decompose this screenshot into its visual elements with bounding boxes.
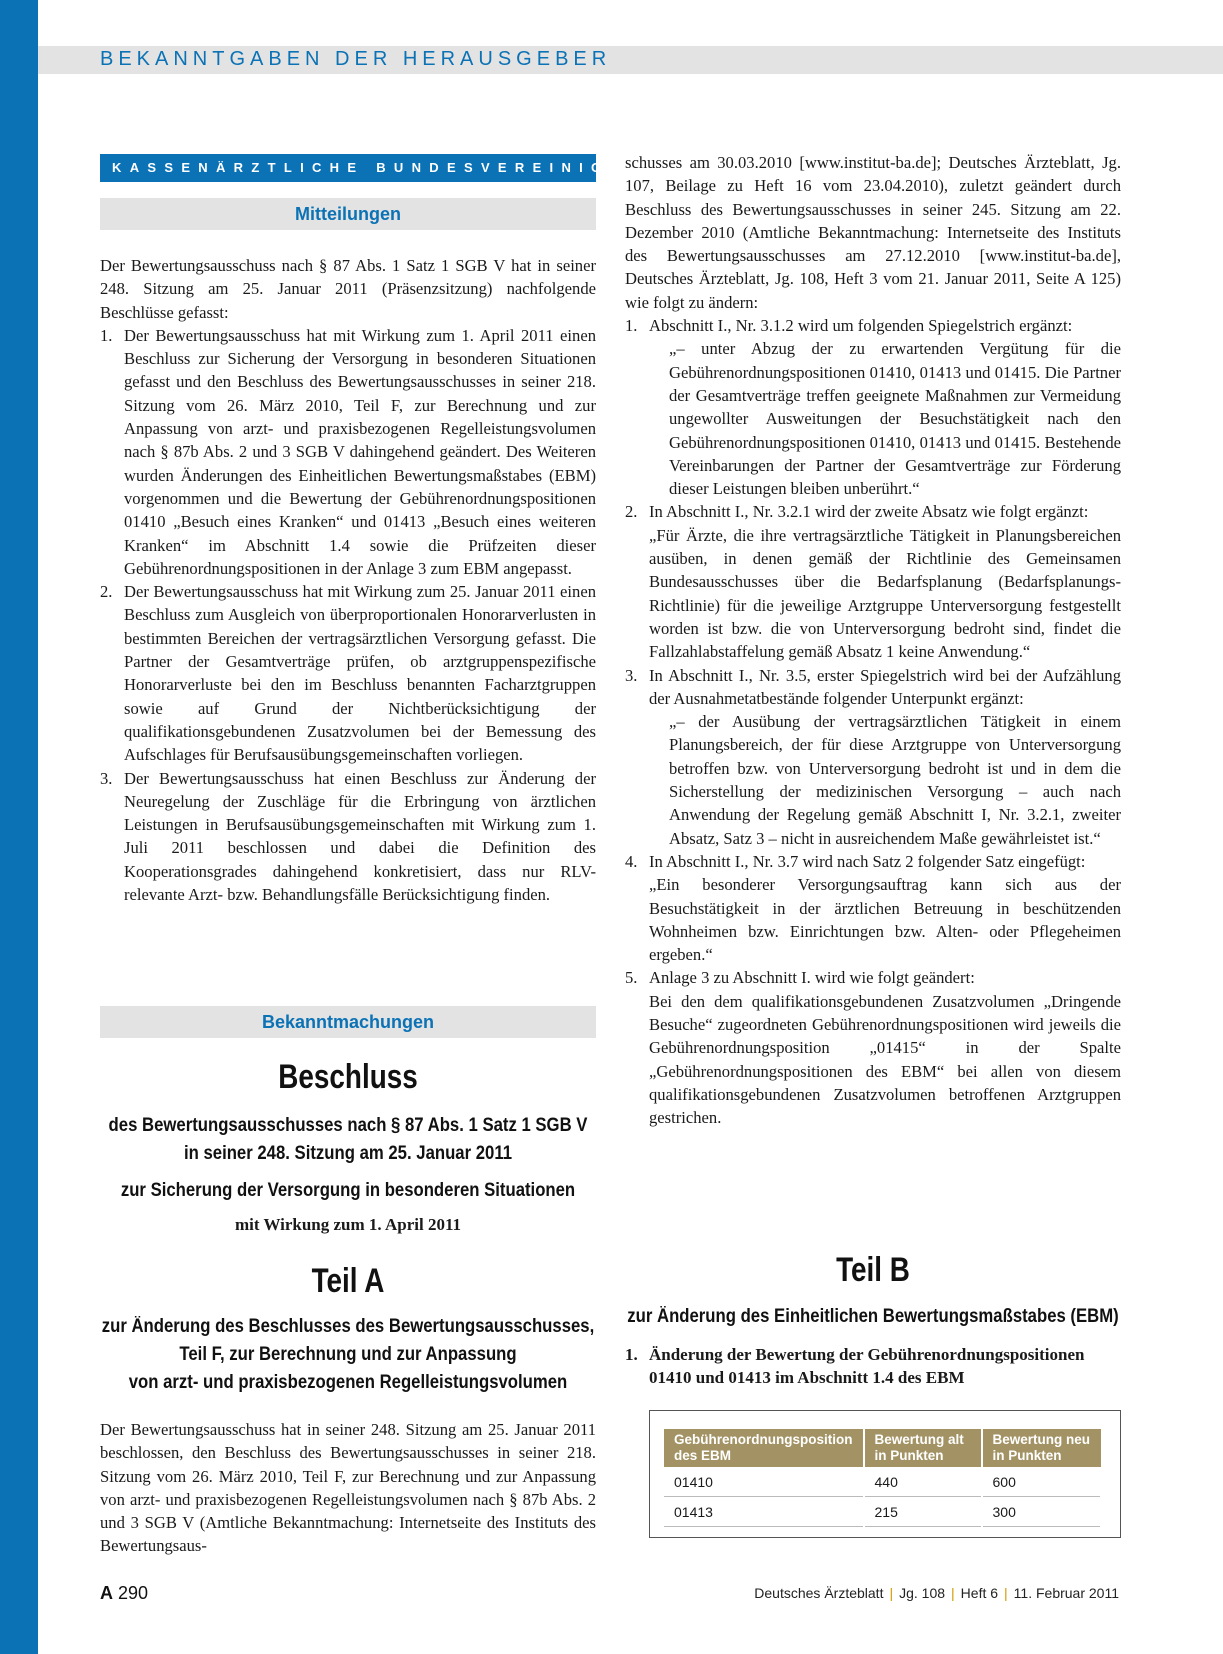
page-number-value: 290 bbox=[118, 1583, 149, 1603]
table-cell: 600 bbox=[982, 1467, 1102, 1497]
journal-volume: Jg. 108 bbox=[899, 1585, 946, 1601]
table-header-cell: Bewertung alt in Punkten bbox=[864, 1429, 982, 1467]
page-number bbox=[100, 1583, 148, 1604]
beschluss-subtitle-2: in seiner 248. Sitzung am 25. Januar 2011 bbox=[183, 1143, 513, 1164]
teil-b-item-text: Änderung der Bewertung der Gebührenordnungspositionen 01410 und 01413 im Abschnitt 1.4 des EBM bbox=[649, 1345, 1085, 1387]
teil-a-title: Teil A bbox=[311, 1262, 385, 1300]
table-cell: 440 bbox=[864, 1467, 982, 1497]
list-item: 5. Anlage 3 zu Abschnitt I. wird wie folgt geändert: Bei den dem qualifikationsgebundenen Zusatzvolumen „Dringende Besuche“ zugeordneten Gebührenordnungspositionen wird jeweils die Gebührenordnungsposition „01415“ in der Spalte „Gebührenordnungspositionen des EBM“ bei allen von diesem qualifikationsgebundenen Zusatzvolumen betroffenen Arztgruppen gestrichen. bbox=[625, 966, 1121, 1129]
teil-b-item-number: 1. bbox=[625, 1345, 638, 1364]
list-item: 2. Der Bewertungsausschuss hat mit Wirkung zum 25. Januar 2011 einen Beschluss zum Ausgleich von überproportionalen Honorarverlusten in bestimmten Bereichen der vertragsärztlichen Versorgung gefasst. Die Partner der Gesamtverträge prüfen, ob arztgruppenspezifische Honorarverluste bei den im Beschluss benannten Facharztgruppen sowie auf Grund der Nichtberücksichtigung der qualifikationsgebundenen Zusatzvolumen bei der Bemessung des Aufschlages für Berufsausübungsgemeinschaften vorliegen. bbox=[100, 582, 596, 765]
list-item: 4. In Abschnitt I., Nr. 3.7 wird nach Satz 2 folgender Satz eingefügt: „Ein besonderer Versorgungsauftrag kann sich aus der Besuchstätigkeit in der ärztlichen Betreuung in beschützenden Wohnheimen bzw. Einrichtungen bzw. Alten- oder Pflegeheimen ergeben.“ bbox=[625, 850, 1121, 966]
beschluss-effective-date: mit Wirkung zum 1. April 2011 bbox=[234, 1215, 462, 1234]
teil-b-item-1 bbox=[625, 1343, 1121, 1389]
right-column-body bbox=[625, 151, 1121, 1129]
journal-date: 11. Februar 2011 bbox=[1013, 1585, 1119, 1601]
beschluss-title: Beschluss bbox=[278, 1058, 418, 1096]
footer-separator: | bbox=[889, 1585, 894, 1601]
teil-a-body: Der Bewertungsausschuss hat in seiner 248. Sitzung am 25. Januar 2011 beschlossen, den Beschluss des Bewertungsausschusses in seiner 218. Sitzung vom 26. März 2010, Teil F, zur Berechnung und zur Anpassung von arzt- und praxisbezogenen Regelleistungsvolumen nach § 87b Abs. 2 und 3 SGB V (Amtliche Bekanntmachung: Internetseite des Instituts des Bewertungsaus- bbox=[100, 1420, 596, 1556]
footer-separator: | bbox=[1004, 1585, 1008, 1601]
quote-block: Bei den dem qualifikationsgebundenen Zusatzvolumen „Dringende Besuche“ zugeordneten Gebührenordnungspositionen wird jeweils die Gebührenordnungsposition „01415“ in der Spalte „Gebührenordnungspositionen des EBM“ bei allen von diesem qualifikationsgebundenen Zusatzvolumen betroffenen Arztgruppen gestrichen. bbox=[649, 991, 1121, 1128]
list-item: 3. Der Bewertungsausschuss hat einen Beschluss zur Änderung der Neuregelung der Zuschläge für die Erbringung von ärztlichen Leistungen in Berufsausübungsgemeinschaften mit Wirkung zum 1. Juli 2011 beschlossen und dabei die Definition des Kooperationsgrades dahingehend konkretisiert, dass nur RLV-relevante Arzt- bzw. Behandlungsfälle Berücksichtigung finden. bbox=[100, 768, 596, 905]
section-header-title: BEKANNTGABEN DER HERAUSGEBER bbox=[100, 48, 612, 70]
quote-block: „– unter Abzug der zu erwartenden Vergütung für die Gebührenordnungspositionen 01410, 01413 und 01415. Die Partner der Gesamtverträge treffen geeignete Maßnahmen zur Vermeidung ungewollter Ausweitungen der Besuchstätigkeit nach den Gebührenordnungspositionen 01410, 01413 und 01415. Bestehende Vereinbarungen der Partner der Gesamtverträge zur Förderung dieser Leistungen bleiben unberührt.“ bbox=[669, 339, 1121, 499]
quote-block: „Ein besonderer Versorgungsauftrag kann sich aus der Besuchstätigkeit in der ärztlichen Betreuung in beschützenden Wohnheimen bzw. Einrichtungen bzw. Alten- oder Pflegeheimen ergeben.“ bbox=[649, 875, 1121, 965]
journal-issue: Heft 6 bbox=[960, 1585, 999, 1601]
table-row bbox=[664, 1497, 1101, 1527]
list-item: 1. Der Bewertungsausschuss hat mit Wirkung zum 1. April 2011 einen Beschluss zur Sicherung der Versorgung in besonderen Situationen gefasst und den Beschluss des Bewertungsausschusses in seiner 218. Sitzung vom 26. März 2010, Teil F, zur Berechnung und zur Anpassung von arzt- und praxisbezogenen Regelleistungsvolumen nach § 87b Abs. 2 und 3 SGB V dahingehend geändert. Des Weiteren wurden Änderungen des Einheitlichen Bewertungsmaßstabes (EBM) vorgenommen und die Bewertung der Gebührenordnungspositionen 01410 „Besuch eines Kranken“ und 01413 „Besuch eines weiteren Kranken“ im Abschnitt 1.4 sowie die Prüfzeiten dieser Gebührenordnungspositionen in der Anlage 3 zum EBM angepasst. bbox=[100, 325, 596, 578]
bewertung-table bbox=[664, 1429, 1102, 1527]
teil-a-subtitle-1: zur Änderung des Beschlusses des Bewertungsausschusses, bbox=[101, 1316, 595, 1337]
amendments-list bbox=[625, 314, 1121, 1129]
teil-b-title: Teil B bbox=[836, 1251, 910, 1289]
journal-footer bbox=[754, 1585, 1119, 1601]
page-letter: A bbox=[100, 1583, 113, 1603]
teil-a-subtitle-3: von arzt- und praxisbezogenen Regelleistungsvolumen bbox=[128, 1372, 568, 1393]
table-cell: 215 bbox=[864, 1497, 982, 1527]
table-cell: 01413 bbox=[664, 1497, 864, 1527]
beschluss-subtitle-1: des Bewertungsausschusses nach § 87 Abs. 1 Satz 1 SGB V bbox=[108, 1115, 588, 1136]
footer-separator: | bbox=[951, 1585, 955, 1601]
table-cell: 300 bbox=[982, 1497, 1102, 1527]
table-cell: 01410 bbox=[664, 1467, 864, 1497]
table-header-cell: Bewertung neu in Punkten bbox=[982, 1429, 1102, 1467]
continuation-text: schusses am 30.03.2010 [www.institut-ba.de]; Deutsches Ärzteblatt, Jg. 107, Beilage zu Heft 16 vom 23.04.2010), zuletzt geändert durch Beschluss des Bewertungsausschusses in seiner 245. Sitzung am 22. Dezember 2010 (Amtliche Bekanntmachung: Internetseite des Instituts des Bewertungsausschusses am 27.12.2010 [www.institut-ba.de], Deutsches Ärzteblatt, Jg. 108, Heft 3 vom 21. Januar 2011, Seite A 125) wie folgt zu ändern: bbox=[625, 153, 1121, 312]
quote-block: „– der Ausübung der vertragsärztlichen Tätigkeit in einem Planungsbereich, der für diese Arztgruppe von Unterversorgung betroffen bzw. von Unterversorgung bedroht ist und in dem die Sicherstellung der medizinischen Versorgung – auch nach Anwendung der Regelung gemäß Abschnitt I, Nr. 3.2.1, zweiter Absatz, Satz 3 – nicht in ausreichendem Maße gewährleistet ist.“ bbox=[669, 712, 1121, 848]
beschluss-subtitle-3: zur Sicherung der Versorgung in besonderen Situationen bbox=[120, 1180, 576, 1201]
teil-b-subtitle: zur Änderung des Einheitlichen Bewertungsmaßstabes (EBM) bbox=[627, 1306, 1119, 1327]
mitteilungen-heading: Mitteilungen bbox=[100, 198, 596, 230]
bewertung-table-box bbox=[649, 1410, 1121, 1538]
left-accent-bar bbox=[0, 0, 38, 1654]
journal-name: Deutsches Ärzteblatt bbox=[754, 1585, 884, 1601]
teil-a-subtitle-2: Teil F, zur Berechnung und zur Anpassung bbox=[179, 1344, 517, 1365]
list-item: 2. In Abschnitt I., Nr. 3.2.1 wird der zweite Absatz wie folgt ergänzt: „Für Ärzte, die ihre vertragsärztliche Tätigkeit in Planungsbereichen ausüben, in denen gemäß der Richtlinie des Gemeinsamen Bundesausschusses über die Bedarfsplanung (Bedarfsplanungs-Richtlinie) für die jeweilige Arztgruppe Unterversorgung festgestellt worden ist bzw. die von Unterversorgung bedroht sind, findet die Fallzahlabstaffelung gemäß Absatz 1 keine Anwendung.“ bbox=[625, 500, 1121, 663]
mitteilungen-intro: Der Bewertungsausschuss nach § 87 Abs. 1 Satz 1 SGB V hat in seiner 248. Sitzung am 25. Januar 2011 (Präsenzsitzung) nachfolgende Beschlüsse gefasst: bbox=[100, 256, 596, 322]
mitteilungen-body bbox=[100, 254, 596, 906]
list-item: 1. Abschnitt I., Nr. 3.1.2 wird um folgenden Spiegelstrich ergänzt: „– unter Abzug der zu erwartenden Vergütung für die Gebührenordnungspositionen 01410, 01413 und 01415. Die Partner der Gesamtverträge treffen geeignete Maßnahmen zur Vermeidung ungewollter Ausweitungen der Besuchstätigkeit nach den Gebührenordnungspositionen 01410, 01413 und 01415. Bestehende Vereinbarungen der Partner der Gesamtverträge zur Förderung dieser Leistungen bleiben unberührt.“ bbox=[625, 314, 1121, 500]
bekanntmachungen-heading: Bekanntmachungen bbox=[100, 1006, 596, 1038]
table-header-row bbox=[664, 1429, 1101, 1467]
kbv-label-bar: KASSENÄRZTLICHE BUNDESVEREINIGUNG bbox=[100, 154, 596, 182]
table-header-cell: Gebührenordnungsposition des EBM bbox=[664, 1429, 864, 1467]
mitteilungen-list bbox=[100, 324, 596, 906]
list-item: 3. In Abschnitt I., Nr. 3.5, erster Spiegelstrich wird bei der Aufzählung der Ausnahmetatbestände folgender Unterpunkt ergänzt: „– der Ausübung der vertragsärztlichen Tätigkeit in einem Planungsbereich, der für diese Arztgruppe von Unterversorgung betroffen bzw. von Unterversorgung bedroht ist und in dem die Sicherstellung der medizinischen Versorgung – auch nach Anwendung der Regelung gemäß Abschnitt I, Nr. 3.2.1, zweiter Absatz, Satz 3 – nicht in ausreichendem Maße gewährleistet ist.“ bbox=[625, 664, 1121, 850]
table-row bbox=[664, 1467, 1101, 1497]
quote-block: „Für Ärzte, die ihre vertragsärztliche Tätigkeit in Planungsbereichen ausüben, in denen gemäß der Richtlinie des Gemeinsamen Bundesausschusses über die Bedarfsplanung (Bedarfsplanungs-Richtlinie) für die jeweilige Arztgruppe Unterversorgung festgestellt worden ist bzw. die von Unterversorgung bedroht sind, findet die Fallzahlabstaffelung gemäß Absatz 1 keine Anwendung.“ bbox=[649, 525, 1121, 662]
